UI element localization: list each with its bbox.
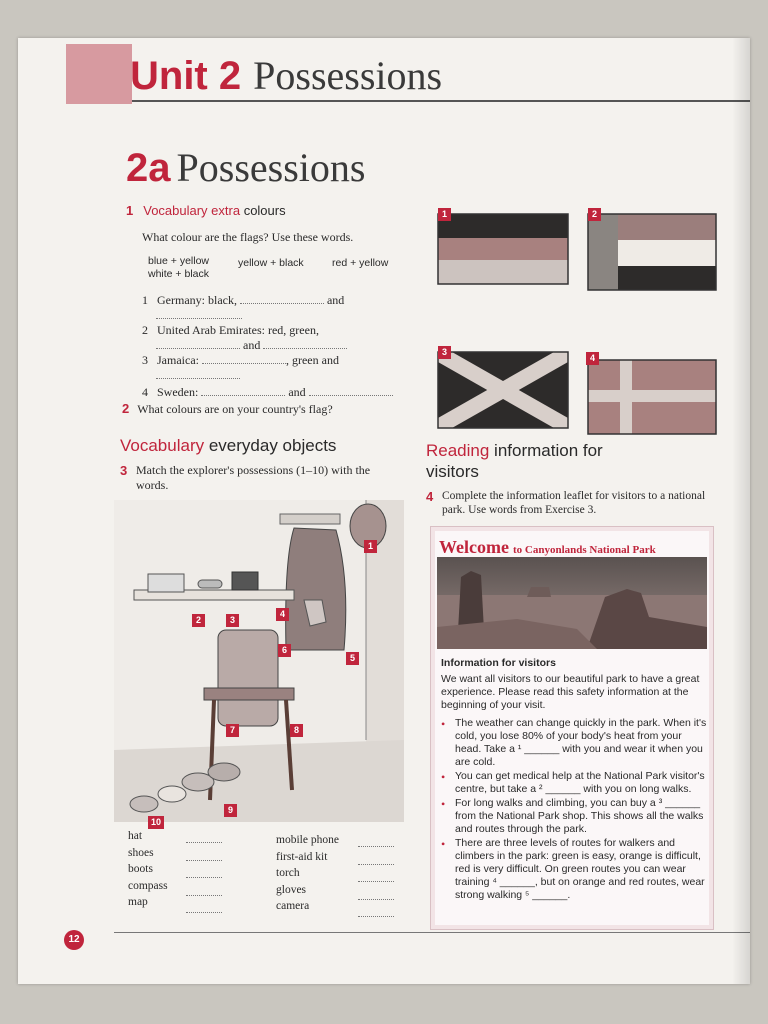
exercise-3 bbox=[120, 462, 402, 492]
picture-number: 5 bbox=[346, 652, 359, 665]
flag-number: 4 bbox=[586, 352, 599, 365]
leaflet-bullet-2: • You can get medical help at the National Park visitor's centre, but take a ² ______ with you on long walks. bbox=[441, 770, 705, 795]
flags-panel bbox=[428, 206, 728, 438]
word-list-right bbox=[276, 832, 366, 915]
picture-number: 3 bbox=[226, 614, 239, 627]
ex1-item-4: 4 Sweden: and bbox=[142, 385, 393, 400]
word-item: shoes bbox=[128, 846, 154, 859]
word-blanks-right bbox=[358, 832, 398, 917]
exercise-4 bbox=[426, 488, 716, 516]
leaflet-info-title: Information for visitors bbox=[441, 657, 556, 669]
leaflet-bullet-3: • For long walks and climbing, you can buy a ³ ______ from the National Park shop. This shows all the walks and routes through the park. bbox=[441, 797, 704, 835]
word-item: camera bbox=[276, 900, 310, 912]
unit-name: Possessions bbox=[253, 53, 443, 98]
ex1-combo: yellow + black bbox=[238, 257, 304, 269]
picture-number: 9 bbox=[224, 804, 237, 817]
flag-3 bbox=[438, 352, 568, 428]
flag-number: 3 bbox=[438, 346, 451, 359]
ex1-items bbox=[142, 285, 416, 405]
ex4-number: 4 bbox=[426, 489, 434, 504]
leaflet-bullet-4: • There are three levels of routes for walkers and climbers in the park: green is easy, orange is difficult, red is very difficult. On green routes you can wear training ⁴ ______, but on orange and red routes, wear strong walking ⁵ ______. bbox=[441, 837, 705, 901]
illustration-svg bbox=[114, 500, 404, 822]
section-number: 2a bbox=[126, 146, 171, 190]
word-item: first-aid kit bbox=[276, 850, 328, 863]
picture-number: 10 bbox=[148, 816, 164, 829]
leaflet-inner bbox=[435, 531, 709, 925]
ex4-instruction: Complete the information leaflet for visitors to a national park. Use words from Exercise 3. bbox=[442, 490, 706, 516]
possessions-illustration bbox=[114, 500, 404, 827]
textbook-page bbox=[18, 38, 750, 984]
leaflet-welcome: Welcome to Canyonlands National Park bbox=[439, 537, 656, 557]
word-item: compass bbox=[128, 879, 168, 892]
ex1-item-3: 3 Jamaica: , green and bbox=[142, 353, 339, 383]
exercise-1 bbox=[126, 202, 416, 405]
leaflet-bullet-1: • The weather can change quickly in the park. When it's cold, you lose 80% of your body's heat from your head. Take a ¹ ______ with you and wear it when you are cold. bbox=[441, 717, 707, 768]
ex1-combo: white + black bbox=[148, 268, 209, 280]
vocab-heading: Vocabulary everyday objects bbox=[120, 436, 337, 455]
word-item: hat bbox=[128, 830, 143, 842]
ex3-instruction: Match the explorer's possessions (1–10) with the words. bbox=[136, 463, 371, 492]
section-title bbox=[126, 144, 365, 191]
ex1-combo: red + yellow bbox=[332, 257, 389, 269]
word-item: mobile phone bbox=[276, 834, 339, 846]
unit-label: Unit 2 bbox=[130, 54, 242, 98]
ex2-number: 2 bbox=[122, 401, 130, 416]
picture-number: 1 bbox=[364, 540, 377, 553]
canyon-photo bbox=[437, 557, 707, 649]
flag-number: 2 bbox=[588, 208, 601, 221]
ex2-text: What colours are on your country's flag? bbox=[137, 402, 333, 416]
leaflet-bullets bbox=[441, 717, 707, 902]
page-edge-shade bbox=[732, 38, 750, 984]
ex3-number: 3 bbox=[120, 463, 128, 478]
ex1-heading: Vocabulary extra colours bbox=[143, 203, 286, 218]
word-item: map bbox=[128, 896, 148, 908]
picture-number: 8 bbox=[290, 724, 303, 737]
picture-number: 4 bbox=[276, 608, 289, 621]
reading-heading: Reading information for visitors bbox=[426, 441, 603, 481]
ex1-item-2: 2 United Arab Emirates: red, green, and bbox=[142, 323, 347, 353]
unit-title bbox=[130, 52, 442, 99]
flags-svg bbox=[428, 206, 728, 438]
flag-2 bbox=[588, 214, 716, 290]
word-blanks-left bbox=[186, 828, 226, 913]
ex1-word-box bbox=[148, 255, 416, 285]
ex1-combo: blue + yellow bbox=[148, 255, 209, 267]
exercise-2 bbox=[122, 400, 333, 418]
ex1-prompt: What colour are the flags? Use these words. bbox=[142, 230, 354, 244]
flag-4 bbox=[588, 360, 716, 434]
flag-1 bbox=[438, 214, 568, 284]
section-name: Possessions bbox=[176, 145, 366, 190]
leaflet-intro: We want all visitors to our beautiful park to have a great experience. Please read this safety information at the beginning of your visit. bbox=[441, 673, 700, 711]
unit-color-tab bbox=[66, 44, 132, 104]
word-item: gloves bbox=[276, 883, 307, 896]
flag-number: 1 bbox=[438, 208, 451, 221]
word-item: boots bbox=[128, 863, 153, 875]
ex1-number: 1 bbox=[126, 203, 134, 218]
ex1-item-1: 1 Germany: black, and bbox=[142, 293, 344, 323]
picture-number: 2 bbox=[192, 614, 205, 627]
picture-number: 7 bbox=[226, 724, 239, 737]
page-number: 12 bbox=[64, 930, 84, 950]
picture-number: 6 bbox=[278, 644, 291, 657]
visitor-leaflet bbox=[430, 526, 714, 930]
word-item: torch bbox=[276, 867, 300, 879]
footer-rule bbox=[114, 932, 750, 933]
header-rule bbox=[132, 100, 750, 102]
